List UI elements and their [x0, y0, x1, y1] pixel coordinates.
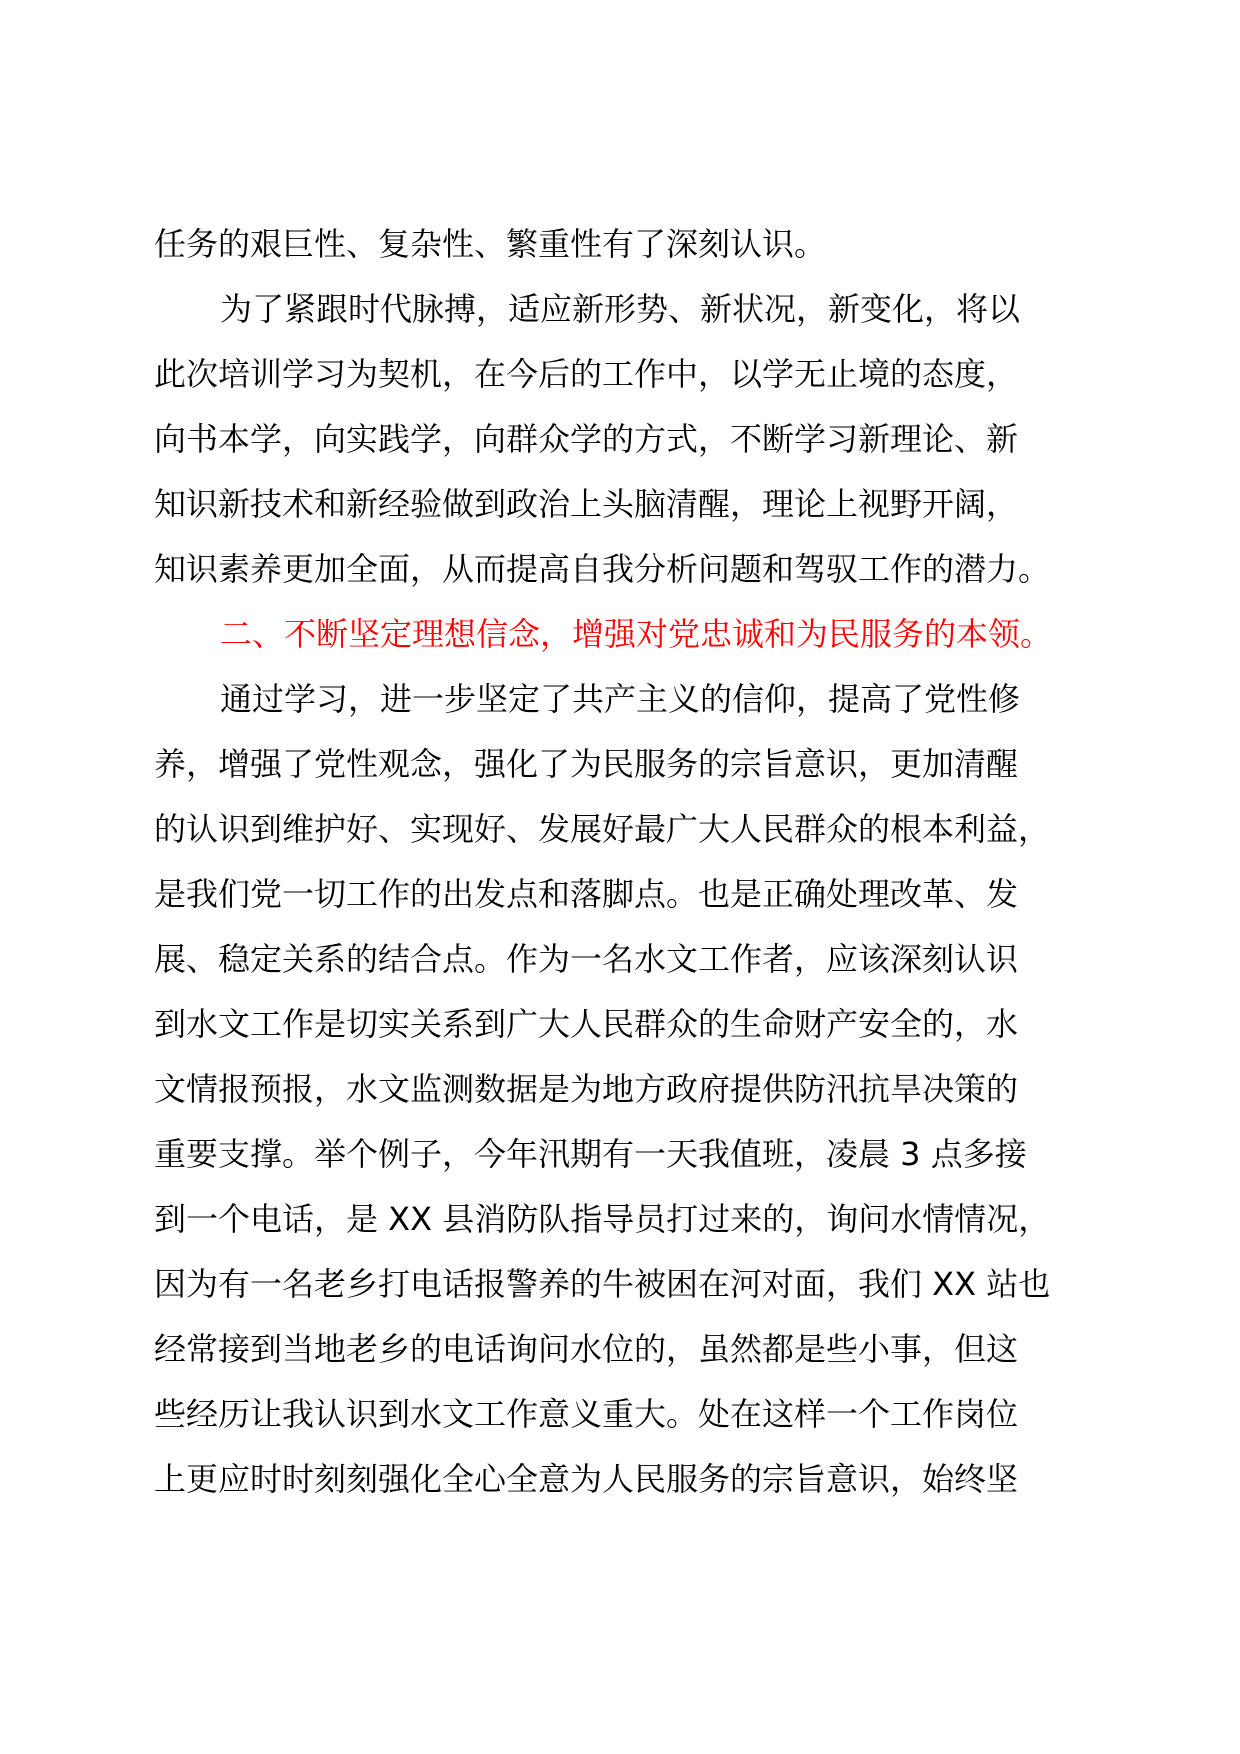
body-line-6: 知识素养更加全面，从而提高自我分析问题和驾驭工作的潜力。 — [154, 550, 1051, 588]
body-line-8: 通过学习，进一步坚定了共产主义的信仰，提高了党性修 — [220, 680, 1021, 718]
body-line-10: 的认识到维护好、实现好、发展好最广大人民群众的根本利益， — [154, 810, 1051, 848]
body-line-20: 上更应时时刻刻强化全心全意为人民服务的宗旨意识，始终坚 — [154, 1460, 1019, 1498]
body-line-11: 是我们党一切工作的出发点和落脚点。也是正确处理改革、发 — [154, 875, 1019, 913]
body-line-17: 因为有一名老乡打电话报警养的牛被困在河对面，我们 XX 站也 — [154, 1265, 1051, 1303]
body-line-1: 任务的艰巨性、复杂性、繁重性有了深刻认识。 — [154, 225, 827, 263]
body-line-9: 养，增强了党性观念，强化了为民服务的宗旨意识，更加清醒 — [154, 745, 1019, 783]
body-line-3: 此次培训学习为契机，在今后的工作中，以学无止境的态度， — [154, 355, 1019, 393]
body-line-14: 文情报预报，水文监测数据是为地方政府提供防汛抗旱决策的 — [154, 1070, 1019, 1108]
body-line-13: 到水文工作是切实关系到广大人民群众的生命财产安全的，水 — [154, 1005, 1019, 1043]
body-line-4: 向书本学，向实践学，向群众学的方式，不断学习新理论、新 — [154, 420, 1019, 458]
body-line-15: 重要支撑。举个例子，今年汛期有一天我值班，凌晨 3 点多接 — [154, 1135, 1027, 1173]
body-line-18: 经常接到当地老乡的电话询问水位的，虽然都是些小事，但这 — [154, 1330, 1019, 1368]
body-line-19: 些经历让我认识到水文工作意义重大。处在这样一个工作岗位 — [154, 1395, 1019, 1433]
body-line-5: 知识新技术和新经验做到政治上头脑清醒，理论上视野开阔， — [154, 485, 1019, 523]
section-heading: 二、不断坚定理想信念，增强对党忠诚和为民服务的本领。 — [220, 615, 1053, 653]
body-line-16: 到一个电话，是 XX 县消防队指导员打过来的，询问水情情况， — [154, 1200, 1051, 1238]
body-line-12: 展、稳定关系的结合点。作为一名水文工作者，应该深刻认识 — [154, 940, 1019, 978]
body-line-2: 为了紧跟时代脉搏，适应新形势、新状况，新变化，将以 — [220, 290, 1021, 328]
document-body — [154, 212, 1094, 1512]
